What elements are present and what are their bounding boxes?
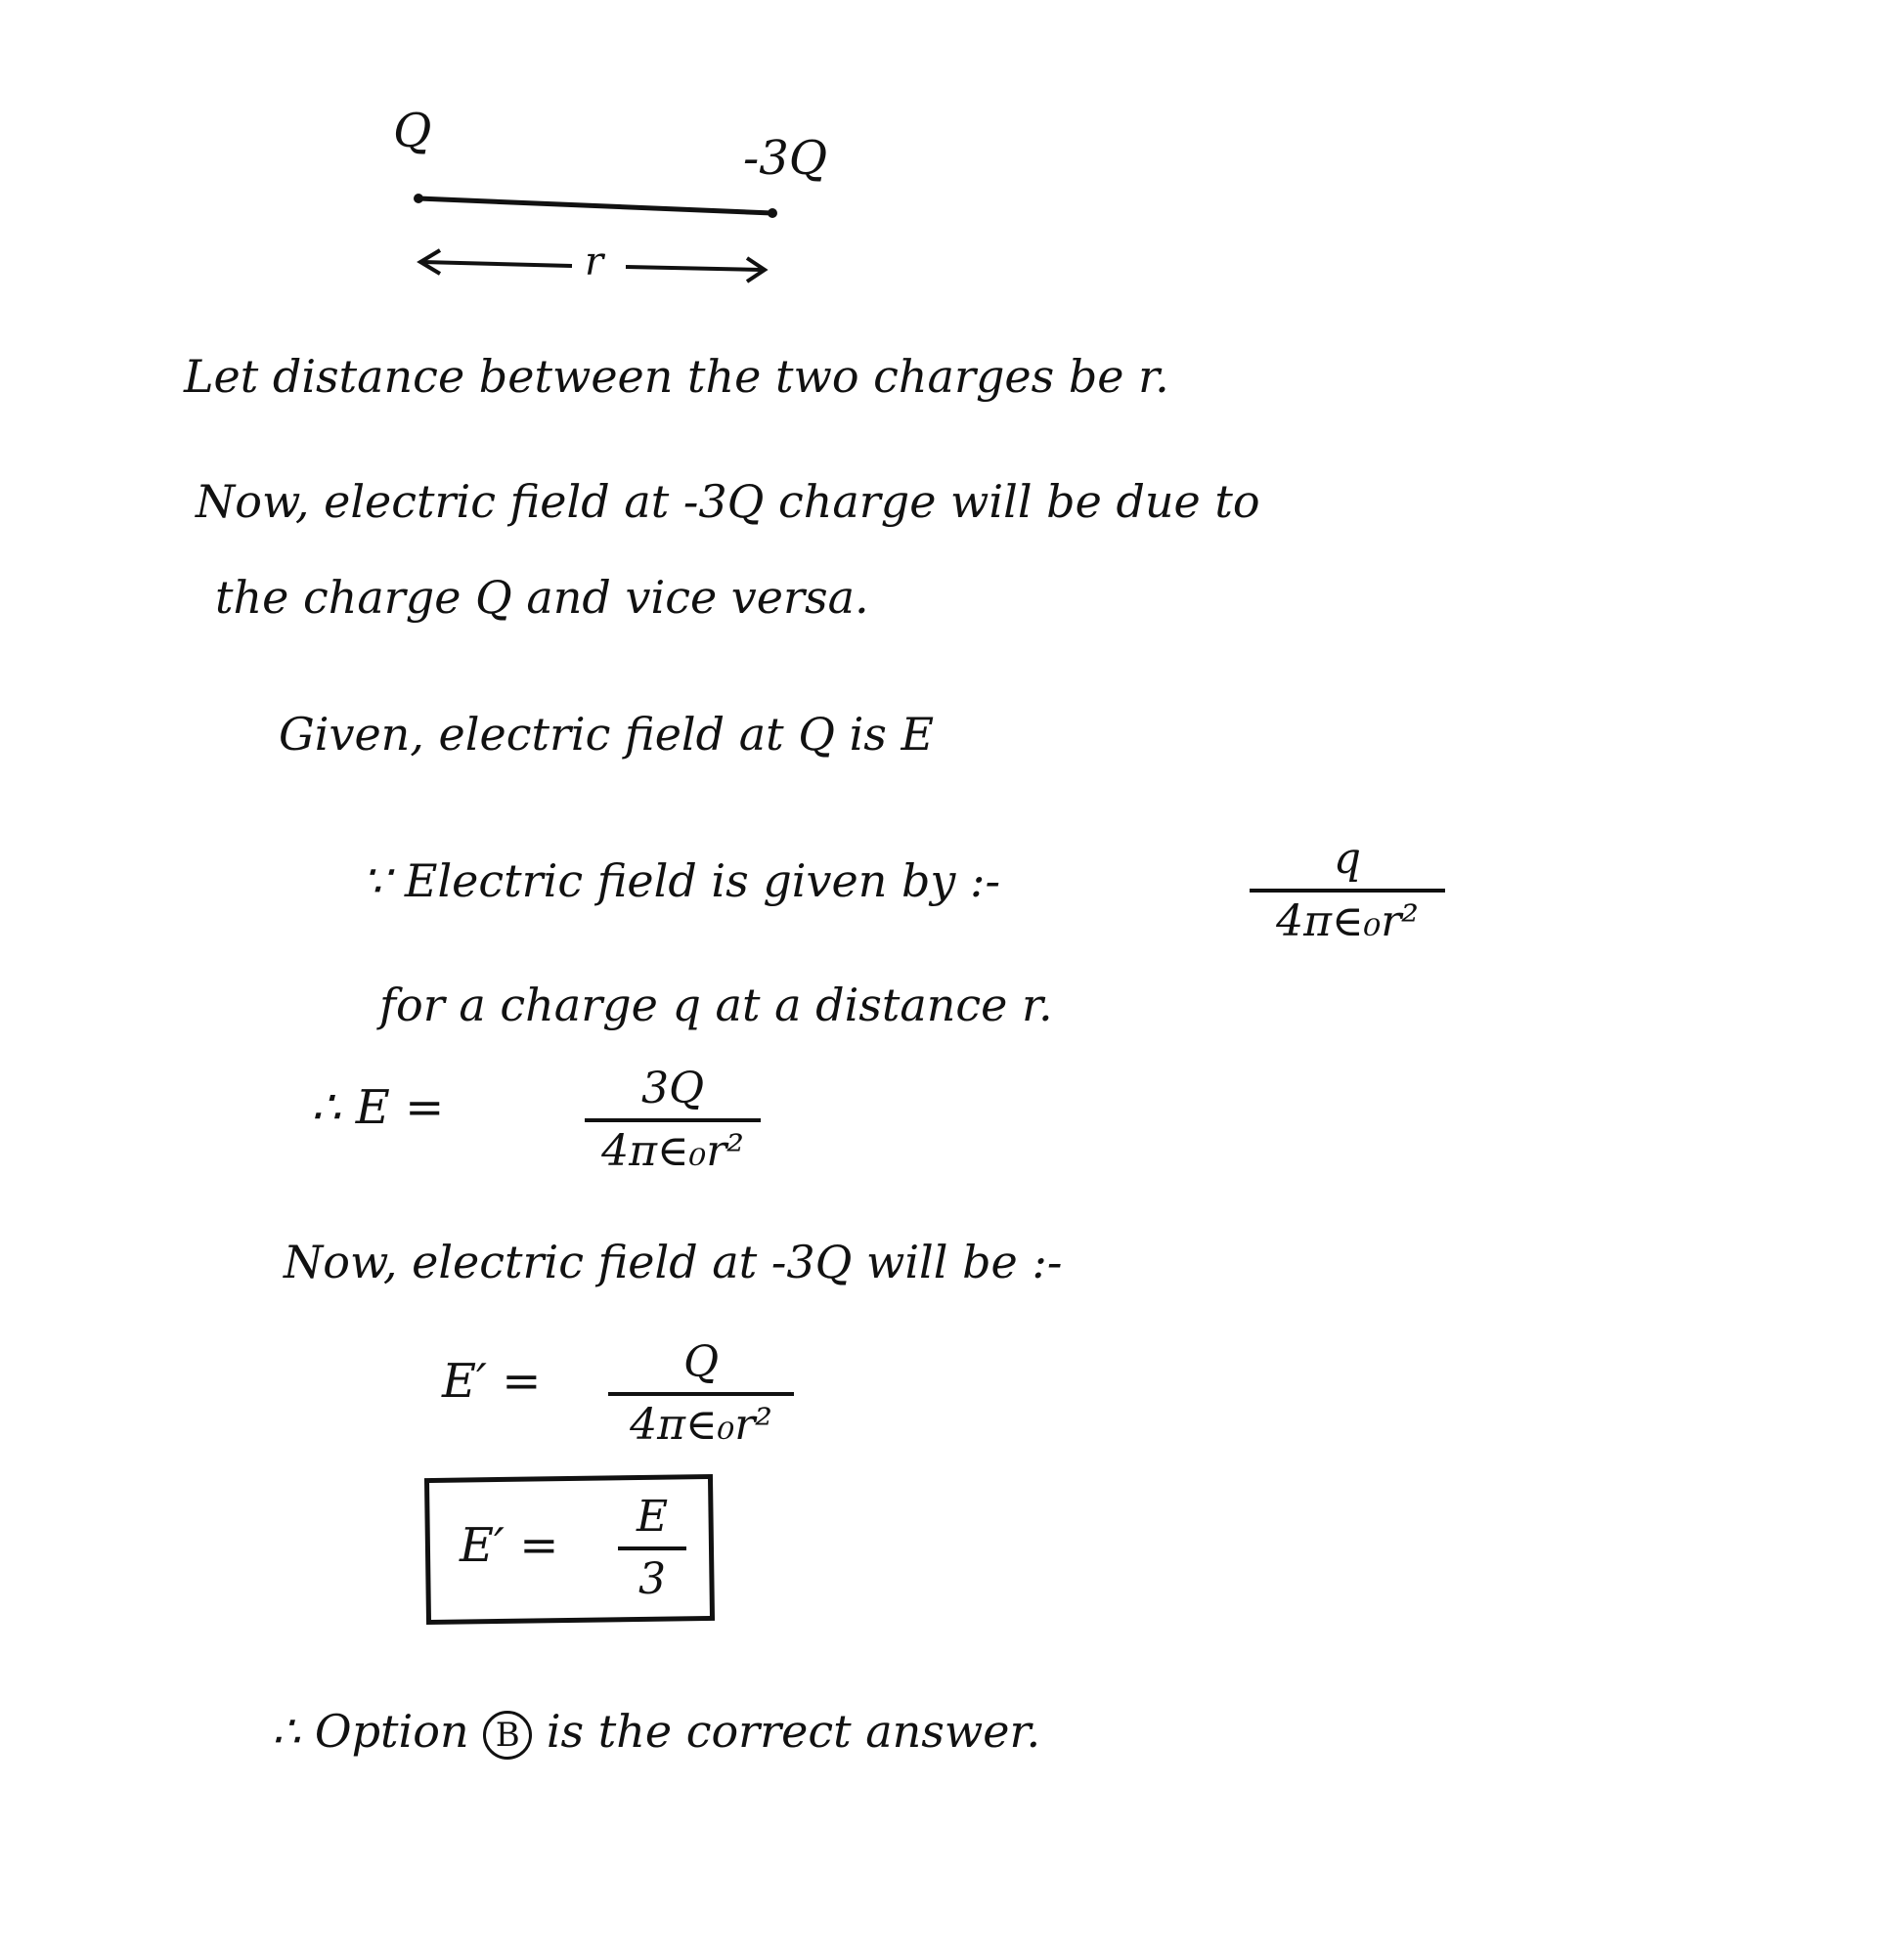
coulomb-field-denominator: 4π∈₀r² [1276,896,1419,947]
distance-label: r [585,240,604,284]
final-conclusion-suffix: is the correct answer. [546,1705,1041,1758]
fraction-bar [608,1392,794,1396]
equation-e-numerator: 3Q [640,1064,705,1113]
boxed-answer-lhs: E′ = [460,1518,559,1573]
text-line-distance: Let distance between the two charges be r. [184,350,1169,403]
text-line-charge-distance: for a charge q at a distance r. [379,979,1053,1031]
equation-e-denominator: 4π∈₀r² [601,1126,744,1177]
equation-eprime-fraction [608,1339,794,1450]
final-conclusion [272,1705,1041,1760]
coulomb-field-fraction [1250,836,1445,946]
fraction-bar [618,1546,686,1550]
equation-e-lhs: ∴ E = [311,1080,445,1135]
text-line-formula-intro: ∵ Electric field is given by :- [362,854,1001,907]
equation-e-fraction [585,1066,761,1176]
option-b-circle: B [483,1711,532,1760]
boxed-answer-numerator: E [636,1492,669,1542]
equation-eprime-denominator: 4π∈₀r² [630,1400,772,1451]
text-line-field-at-minus3q: Now, electric field at -3Q will be :- [284,1236,1063,1288]
fraction-bar [1250,889,1445,893]
text-line-field-due: Now, electric field at -3Q charge will be due to [196,475,1260,528]
distance-arrow-right-shaft [626,267,763,270]
charge-left-label: Q [393,104,432,158]
text-line-vice-versa: the charge Q and vice versa. [215,571,869,624]
distance-arrow-left-shaft [422,262,572,266]
coulomb-field-numerator: q [1333,834,1362,884]
final-conclusion-prefix: ∴ Option [272,1705,469,1758]
equation-eprime-numerator: Q [682,1337,720,1387]
fraction-bar [585,1118,761,1122]
boxed-answer-fraction [618,1494,686,1604]
text-line-given: Given, electric field at Q is E [279,708,935,761]
boxed-answer-denominator: 3 [638,1554,666,1605]
charge-separation-line [418,198,772,213]
charge-left-dot [414,194,423,203]
charge-right-label: -3Q [743,131,828,186]
equation-eprime-lhs: E′ = [442,1354,542,1409]
charge-right-dot [768,208,777,218]
